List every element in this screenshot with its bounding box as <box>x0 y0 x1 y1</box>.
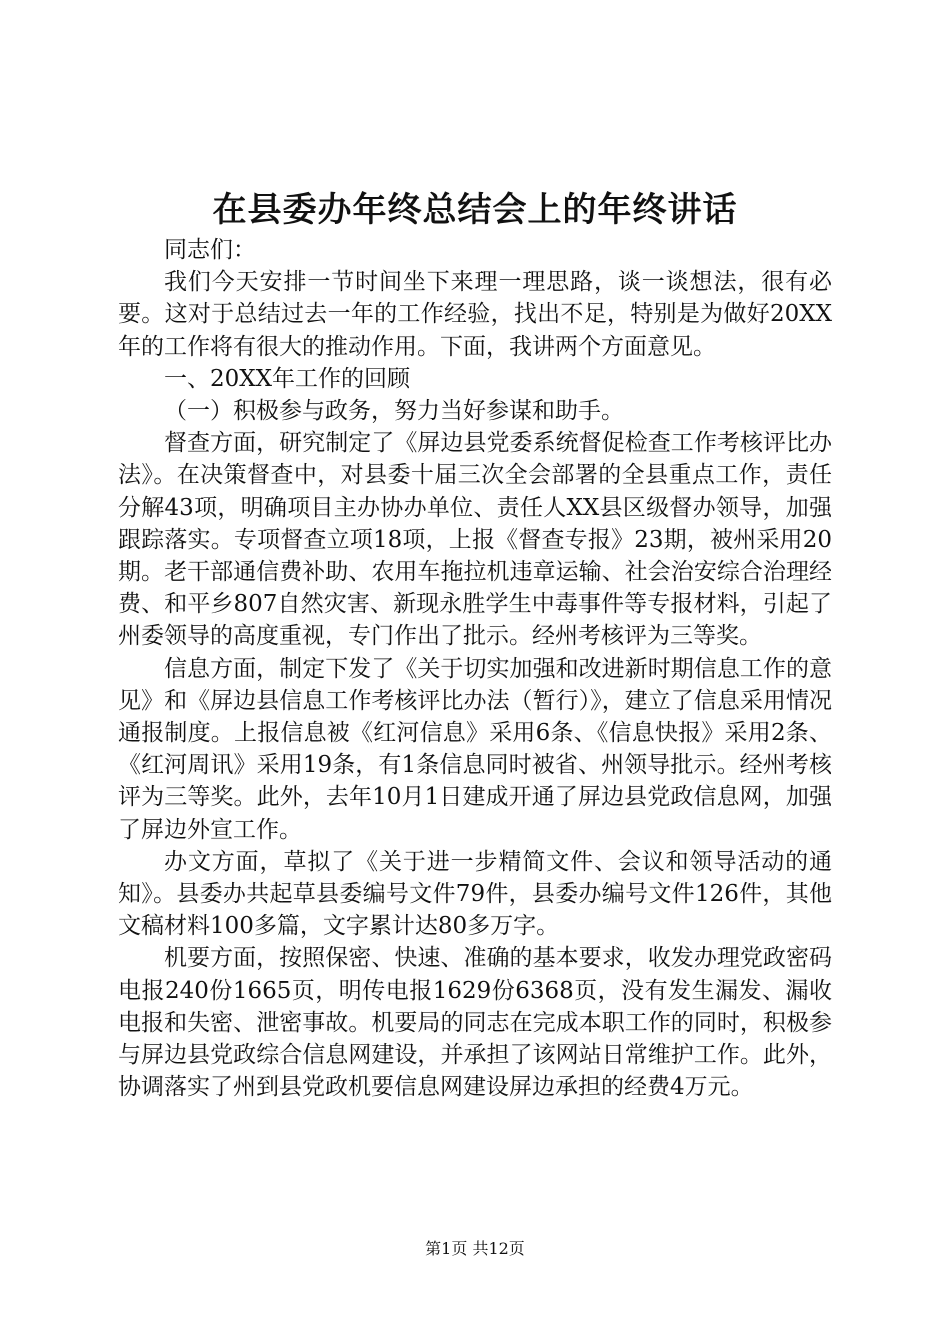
document-body <box>118 234 832 1103</box>
paragraph-supervision: 督查方面，研究制定了《屏边县党委系统督促检查工作考核评比办法》。在决策督查中，对县委十届三次全会部署的全县重点工作，责任分解43项，明确项目主办协办单位、责任人XX县区级督办领导，加强跟踪落实。专项督查立项18项，上报《督查专报》23期，被州采用20期。老干部通信费补助、农用车拖拉机违章运输、社会治安综合治理经费、和平乡807自然灾害、新现永胜学生中毒事件等专报材料，引起了州委领导的高度重视，专门作出了批示。经州考核评为三等奖。 <box>118 430 832 650</box>
paragraph-confidential: 机要方面，按照保密、快速、准确的基本要求，收发办理党政密码电报240份1665页，明传电报1629份6368页，没有发生漏发、漏收电报和失密、泄密事故。机要局的同志在完成本职工作的同时，积极参与屏边县党政综合信息网建设，并承担了该网站日常维护工作。此外，协调落实了州到县党政机要信息网建设屏边承担的经费4万元。 <box>118 945 832 1101</box>
paragraph-intro: 我们今天安排一节时间坐下来理一理思路，谈一谈想法，很有必要。这对于总结过去一年的工作经验，找出不足，特别是为做好20XX年的工作将有很大的推动作用。下面，我讲两个方面意见。 <box>118 269 832 360</box>
section-heading: 一、20XX年工作的回顾 <box>164 365 411 392</box>
paragraph-information: 信息方面，制定下发了《关于切实加强和改进新时期信息工作的意见》和《屏边县信息工作考核评比办法（暂行）》，建立了信息采用情况通报制度。上报信息被《红河信息》采用6条、《信息快报》采用2条、《红河周讯》采用19条，有1条信息同时被省、州领导批示。经州考核评为三等奖。此外，去年10月1日建成开通了屏边县党政信息网，加强了屏边外宣工作。 <box>118 655 832 843</box>
subsection-heading: （一）积极参与政务，努力当好参谋和助手。 <box>164 398 624 425</box>
paragraph-salutation: 同志们： <box>164 237 256 263</box>
page-number-footer: 第1页 共12页 <box>425 1239 525 1258</box>
document-title: 在县委办年终总结会上的年终讲话 <box>212 190 738 230</box>
paragraph-documents: 办文方面，草拟了《关于进一步精简文件、会议和领导活动的通知》。县委办共起草县委编号文件79件，县委办编号文件126件，其他文稿材料100多篇，文字累计达80多万字。 <box>118 848 832 940</box>
